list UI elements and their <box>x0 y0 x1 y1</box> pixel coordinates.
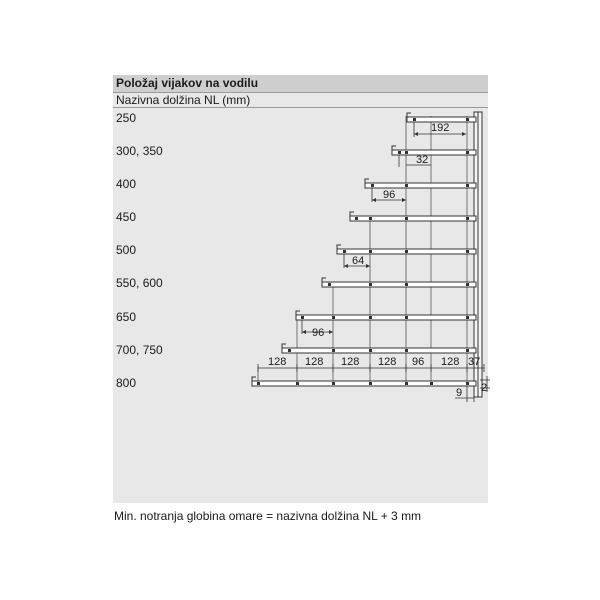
spacing-label-4: 128 <box>378 356 397 368</box>
rail-hooks <box>252 113 411 381</box>
row-label-300-350: 300, 350 <box>116 144 163 158</box>
rail-400 <box>365 183 476 188</box>
rail-450 <box>350 216 476 221</box>
dimension-96-upper-label: 96 <box>383 189 396 201</box>
rail-550-600 <box>322 282 476 287</box>
spacing-label-2: 128 <box>305 356 324 368</box>
row-label-450: 450 <box>116 210 137 224</box>
rail-700-750 <box>282 348 476 353</box>
dimension-32-label: 32 <box>416 154 429 166</box>
spacing-label-1: 128 <box>268 356 287 368</box>
dimension-64-label: 64 <box>352 255 365 267</box>
rail-800 <box>252 381 476 386</box>
row-label-400: 400 <box>116 177 137 191</box>
spacing-label-5: 96 <box>412 356 425 368</box>
column-subtitle: Nazivna dolžina NL (mm) <box>116 93 251 107</box>
rail-300-350 <box>392 150 476 155</box>
rail-650 <box>296 315 476 320</box>
dimension-37-label: 37 <box>468 356 481 368</box>
dimension-2-label: 2 <box>481 382 488 394</box>
diagram-title: Položaj vijakov na vodilu <box>116 76 259 90</box>
bottom-dimension-chain <box>258 364 467 372</box>
row-label-800: 800 <box>116 376 137 390</box>
rails <box>252 117 476 386</box>
footnote: Min. notranja globina omare = nazivna dolžina NL + 3 mm <box>114 509 422 523</box>
spacing-label-6: 128 <box>441 356 460 368</box>
spacing-label-3: 128 <box>341 356 360 368</box>
row-label-650: 650 <box>116 310 137 324</box>
row-label-500: 500 <box>116 243 137 257</box>
dimension-96-lower-label: 96 <box>312 327 325 339</box>
dimension-9-label: 9 <box>456 387 463 399</box>
row-label-550-600: 550, 600 <box>116 276 163 290</box>
dimension-192-label: 192 <box>431 122 450 134</box>
row-label-700-750: 700, 750 <box>116 343 163 357</box>
row-label-250: 250 <box>116 111 137 125</box>
